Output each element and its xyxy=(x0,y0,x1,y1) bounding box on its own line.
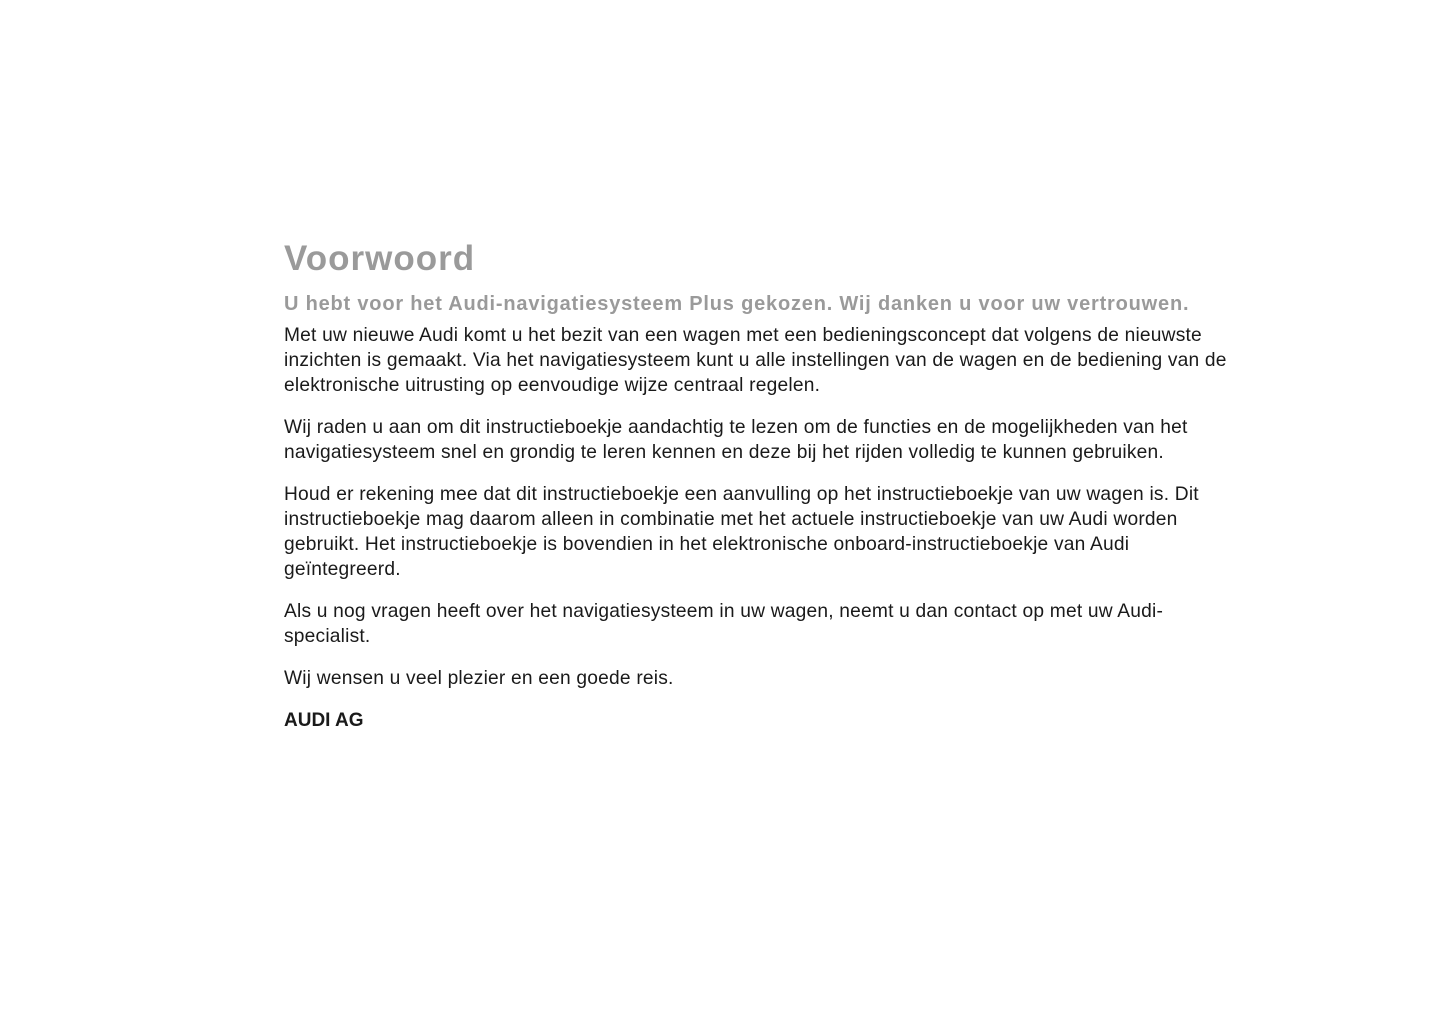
page-title: Voorwoord xyxy=(284,239,476,278)
signature: AUDI AG xyxy=(284,710,364,731)
page-subtitle: U hebt voor het Audi-navigatiesysteem Plus gekozen. Wij danken u voor uw vertrouwen. xyxy=(284,293,1190,315)
paragraph-2: Wij raden u aan om dit instructieboekje aandachtig te lezen om de functies en de mogelijkheden van het navigatiesysteem snel en grondig te leren kennen en deze bij het rijden volledig te kunnen gebruiken. xyxy=(284,417,1188,463)
paragraph-1: Met uw nieuwe Audi komt u het bezit van een wagen met een bedieningsconcept dat volgens de nieuwste inzichten is gemaakt. Via het navigatiesysteem kunt u alle instellingen van de wagen en de bediening van de elektronische uitrusting op eenvoudige wijze centraal regelen. xyxy=(284,325,1227,396)
paragraph-4: Als u nog vragen heeft over het navigatiesysteem in uw wagen, neemt u dan contact op met uw Audi-specialist. xyxy=(284,601,1164,647)
paragraph-5: Wij wensen u veel plezier en een goede reis. xyxy=(284,668,674,689)
paragraph-3: Houd er rekening mee dat dit instructieboekje een aanvulling op het instructieboekje van uw wagen is. Dit instructieboekje mag daarom alleen in combinatie met het actuele instructieboekje van uw Audi worden gebruikt. Het instructieboekje is bovendien in het elektronische onboard-instructieboekje van Audi geïntegreerd. xyxy=(284,484,1199,580)
foreword-page xyxy=(284,238,1244,733)
